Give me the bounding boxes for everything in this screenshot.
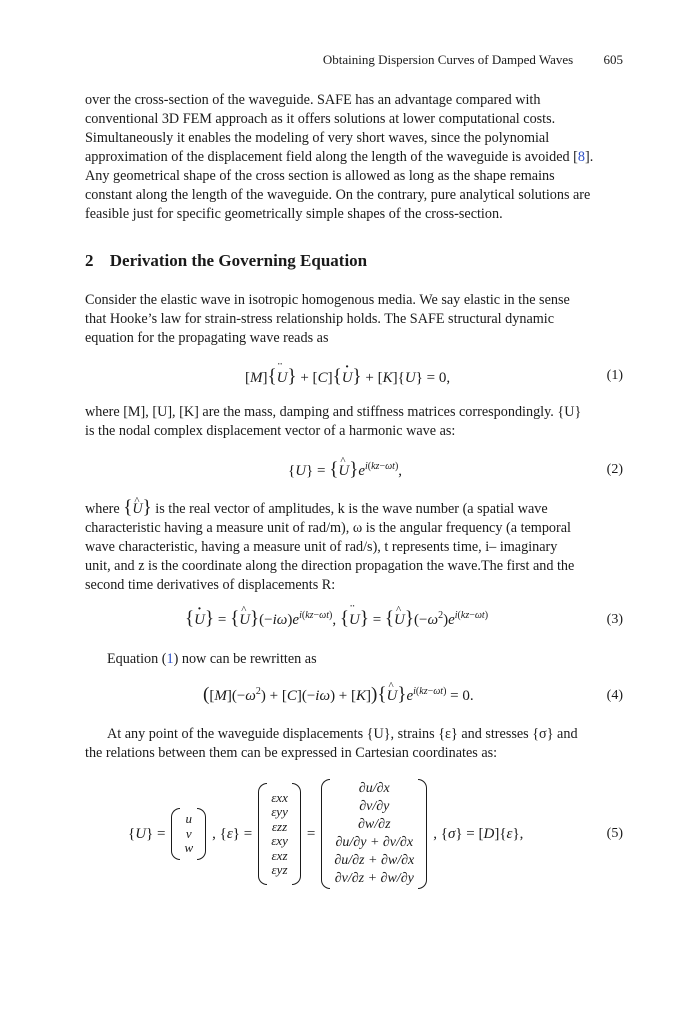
- equation-number: (5): [606, 826, 623, 841]
- vector-component: ∂u/∂z + ∂w/∂x: [334, 853, 415, 868]
- paragraph-cartesian: [85, 725, 623, 763]
- text-line: the relations between them can be expressed in Cartesian coordinates as:: [85, 745, 498, 761]
- text-line: where [M], [U], [K] are the mass, damping and stiffness matrices correspondingly. {U}: [85, 404, 582, 420]
- equation-3: {· U} = {^ $U\}(-i\omega)e^{i(kz-\omega t)}$, {¨ U} = {^ $U\}(-\omega^2)e^{i(kz-\omega t)}$: [185, 608, 488, 630]
- running-header: [323, 52, 623, 68]
- text-line: over the cross-section of the waveguide. SAFE has an advantage compared with: [85, 92, 541, 108]
- equation-5: {U} = u v w , {ε} = εxx εyy εzz εxy εxz εyz = ∂u/∂x ∂v/∂y ∂w/∂z ∂u/∂y + ∂v/∂x ∂u/∂z + ∂w/∂x ∂v/∂z + ∂w/∂y , {σ} = [D]{ε},: [128, 778, 529, 890]
- equation-number: (3): [606, 612, 623, 627]
- vector-component: εxy: [271, 833, 288, 848]
- text-line: Any geometrical shape of the cross section is allowed as long as the shape remains: [85, 168, 555, 184]
- text-line: wave characteristic, having a measure unit of rad/s), t represents time, i– imaginary: [85, 539, 558, 555]
- vector-component: εxx: [271, 789, 288, 805]
- section-title: Derivation the Governing Equation: [109, 251, 368, 270]
- equation-2: {U} = {^ $U\}e^{i(kz-\omega t)}$,: [288, 459, 402, 481]
- equation-number: (2): [606, 462, 623, 477]
- strain-vector: [258, 783, 301, 885]
- text-line: unit, and z is the coordinate along the direction propagation the wave.The first and the: [85, 558, 575, 574]
- vector-component: εzz: [271, 818, 288, 834]
- text-line: At any point of the waveguide displacements {U}, strains {ε} and stresses {σ} and: [107, 726, 578, 742]
- vector-component: ∂v/∂z + ∂w/∂y: [334, 871, 414, 886]
- vector-component: w: [184, 840, 194, 856]
- vector-component: εxz: [271, 847, 288, 863]
- section-heading: [85, 251, 367, 271]
- paragraph-intro: [85, 91, 623, 224]
- vector-component: εyz: [271, 862, 288, 877]
- text-line: conventional 3D FEM approach as it offers solutions at lower computational costs.: [85, 111, 556, 127]
- text-line: Simultaneously it enables the modeling of very short waves, since the polynomial: [85, 130, 550, 146]
- vector-component: u: [185, 811, 193, 827]
- citation-link[interactable]: 8: [577, 149, 585, 165]
- header-title: Obtaining Dispersion Curves of Damped Waves: [322, 52, 574, 67]
- paragraph-rewrite: Equation (1) now can be rewritten as: [107, 651, 317, 667]
- vector-component: ∂u/∂x: [358, 781, 390, 796]
- equation-1: [M]{¨ U} + [C]{· U} + [K]{U} = 0,: [245, 366, 450, 388]
- text-line: Consider the elastic wave in isotropic homogenous media. We say elastic in the sense: [85, 292, 570, 308]
- vector-component: ∂w/∂z: [358, 817, 391, 832]
- derivative-vector: [321, 779, 427, 889]
- text-line: constant along the length of the waveguide. On the contrary, pure analytical solutions are: [85, 187, 591, 203]
- vector-component: εyy: [271, 804, 288, 819]
- vector-component: v: [185, 825, 192, 841]
- text-line: is the nodal complex displacement vector of a harmonic wave as:: [85, 423, 456, 439]
- equation-ref-link[interactable]: 1: [166, 651, 174, 667]
- text-line: equation for the propagating wave reads as: [85, 330, 329, 346]
- text-line: characteristic having a measure unit of rad/m), ω is the angular frequency (a temporal: [85, 520, 571, 536]
- paragraph-matrices: [85, 403, 623, 441]
- equation-4: ($[M](-\omega^2) + [C](-i\omega)$ + [K]){^ $U\}e^{i(kz-\omega t)} = 0$.: [203, 684, 474, 706]
- text-line: feasible just for specific geometrically simple shapes of the cross-section.: [85, 206, 503, 222]
- vector-component: ∂v/∂y: [359, 799, 390, 814]
- paragraph-elastic: [85, 291, 623, 348]
- equation-number: (1): [606, 368, 623, 383]
- paragraph-amplitudes: [85, 498, 623, 595]
- equation-number: (4): [606, 688, 623, 703]
- displacement-vector: [171, 808, 206, 860]
- text-line: that Hooke’s law for strain-stress relationship holds. The SAFE structural dynamic: [85, 311, 555, 327]
- text-line: where {^ U} is the real vector of amplitudes, k is the wave number (a spatial wave: [85, 498, 623, 519]
- page-number: 605: [603, 52, 623, 67]
- text-line: second time derivatives of displacements R:: [85, 577, 336, 593]
- text-line: approximation of the displacement field along the length of the waveguide is avoided [8].: [85, 149, 594, 165]
- vector-component: ∂u/∂y + ∂v/∂x: [335, 835, 414, 850]
- section-number: 2: [85, 251, 94, 270]
